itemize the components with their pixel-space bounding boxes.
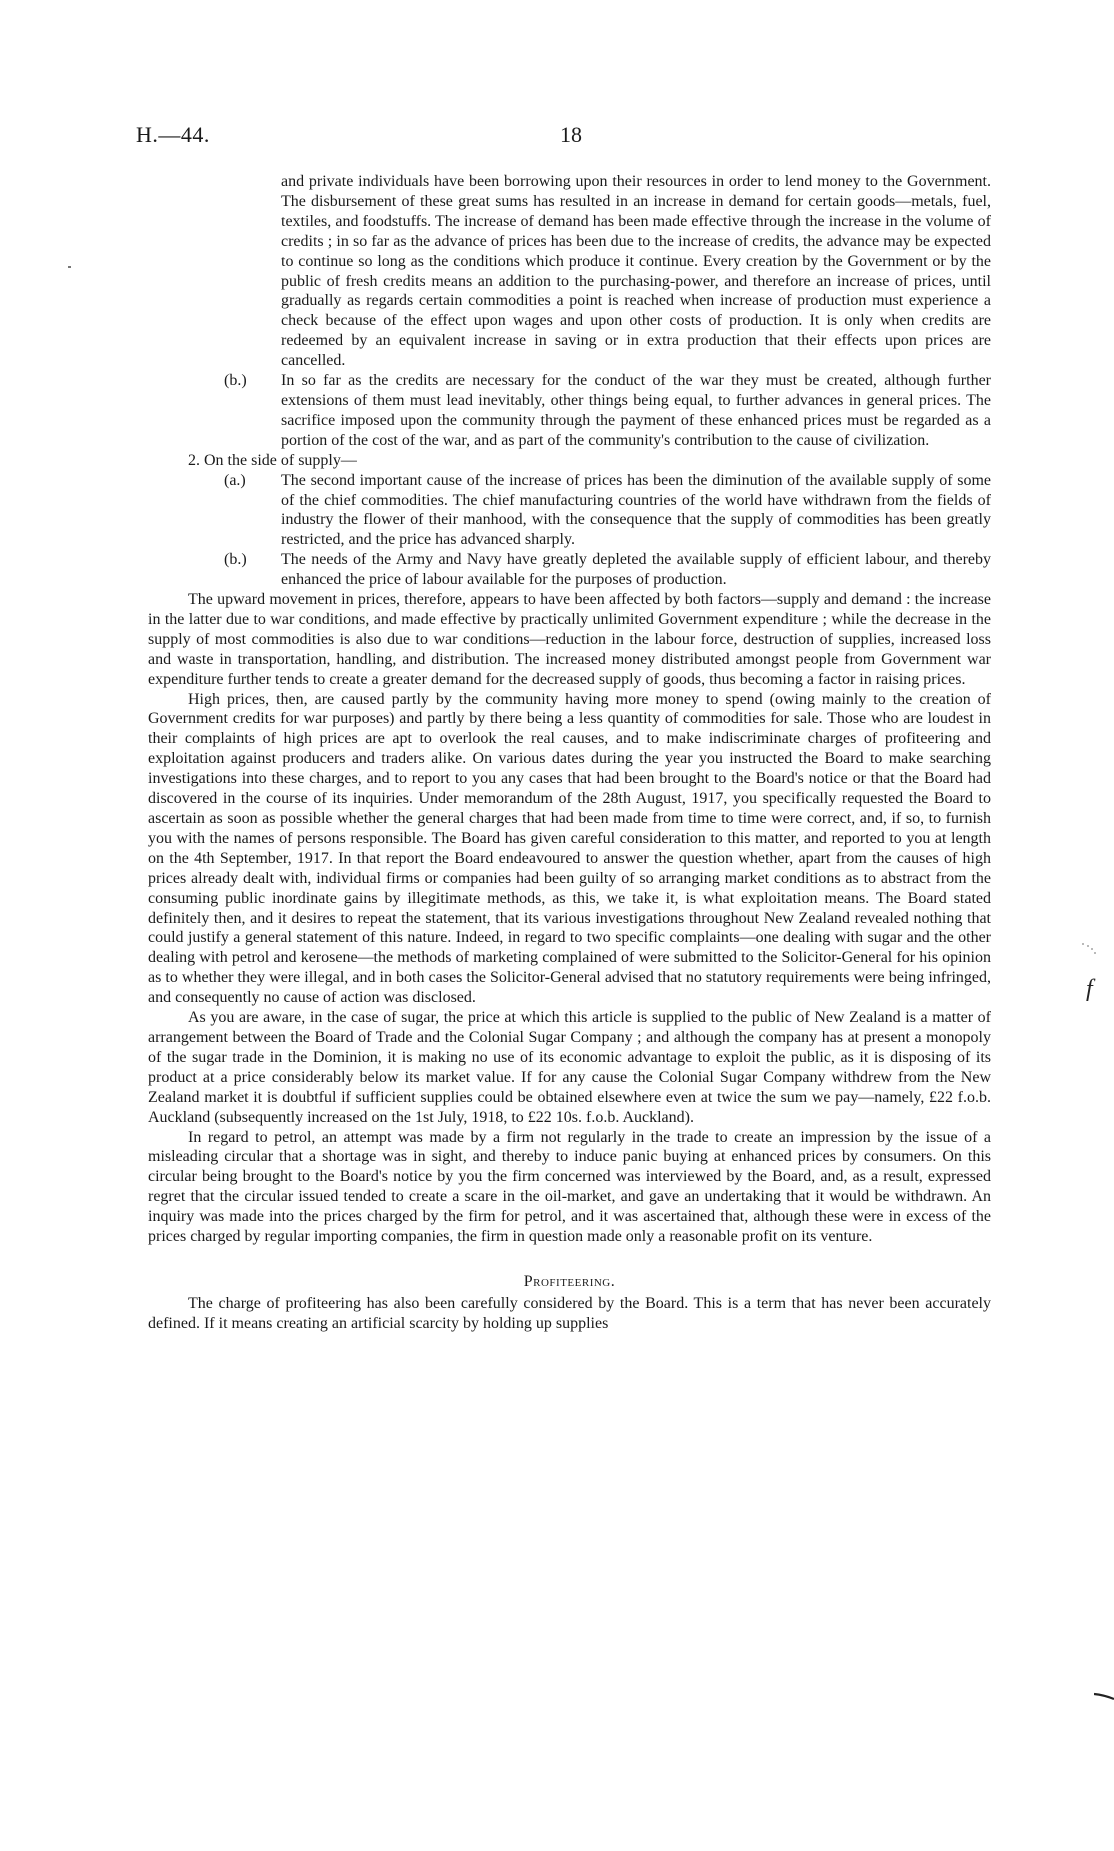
document-reference: H.—44. [136,122,210,147]
list-item-b-credits [148,371,991,451]
list-item-b-labour [148,550,991,590]
item-text: In so far as the credits are necessary for the conduct of the war they must be created, although further extensions of them must lead inevitably, other things being equal, to further advances in general prices. The sacrifice imposed upon the community through the payment of these enhanced prices must be regarded as a portion of the cost of the war, and as part of the community's contribution to the cause of civilization. [281,372,991,449]
margin-dots [1080,940,1100,960]
paragraph-upward-movement: The upward movement in prices, therefore, appears to have been affected by both factors—supply and demand : the increase in the latter due to war conditions, and made effective by practically unlimited Government expenditure ; while the decrease in the supply of most commodities is also due to war conditions—reduction in the labour force, destruction of supplies, increased loss and waste in transportation, handling, and distribution. The increased money distributed amongst people from Government war expenditure further tends to create a greater demand for the decreased supply of goods, thus becoming a factor in raising prices. [148,591,991,688]
continued-paragraph: and private individuals have been borrowing upon their resources in order to lend money to the Government. The disbursement of these great sums has resulted in an increase in demand for certain goods—metals, fuel, textiles, and foodstuffs. The increase of demand has been made effective through the increase in the volume of credits ; in so far as the advance of prices has been due to the increase of credits, the advance may be expected to continue so long as the conditions which produce it continue. Every creation by the Government or by the public of fresh credits means an addition to the purchasing-power, and therefore an increase of prices, until gradually as regards certain commodities a point is reached when increase of production must experience a check because of the effect upon wages and upon other costs of production. It is only when credits are redeemed by an equivalent increase in saving or in extra production that their effects upon prices are cancelled. [281,173,991,370]
numbered-heading-supply: 2. On the side of supply— [188,451,357,469]
margin-handwritten-mark: f [1086,976,1093,1002]
paragraph-petrol: In regard to petrol, an attempt was made by a firm not regularly in the trade to create an impression by the issue of a misleading circular that a shortage was in sight, and thereby to induce panic buying at enhanced prices by consumers. On this circular being brought to the Board's notice by you the firm concerned was interviewed by the Board, and, as a result, expressed regret that the circular issued tended to create a scare in the oil-market, and gave an undertaking that it would be withdrawn. An inquiry was made into the prices charged by the firm for petrol, and it was ascertained that, although these were in excess of the prices charged by regular importing companies, the firm in question made only a reasonable profit on its venture. [148,1128,991,1246]
page-header [136,122,996,154]
section-heading-profiteering: Profiteering. [523,1272,616,1290]
paragraph-sugar: As you are aware, in the case of sugar, the price at which this article is supplied to the public of New Zealand is a matter of arrangement between the Board of Trade and the Colonial Sugar Company ; and although the company has at present a monopoly of the sugar trade in the Dominion, it is making no use of its economic advantage to exploit the public, as it is disposing of its product at a price considerably below its market value. If for any cause the Colonial Sugar Company withdrew from the New Zealand market it is doubtful if sufficient supplies could be obtained elsewhere even at twice the sum we pay—namely, £22 f.o.b. Auckland (subsequently increased on the 1st July, 1918, to £22 10s. f.o.b. Auckland). [148,1009,991,1126]
list-item-a-supply [148,471,991,551]
item-text: The second important cause of the increase of prices has been the diminution of the available supply of some of the chief commodities. The chief manufacturing countries of the world have withdrawn from the fields of industry the flower of their manhood, with the consequence that the supply of commodities has been greatly restricted, and the price has advanced sharply. [281,471,991,549]
margin-pencil-stroke [1094,1688,1114,1702]
document-body [148,172,991,1334]
paragraph-high-prices: High prices, then, are caused partly by the community having more money to spend (owing mainly to the creation of Government credits for war purposes) and partly by there being a less quantity of commodities for sale. Those who are loudest in their complaints of high prices are apt to overlook the real causes, and to make indiscriminate charges of profiteering and exploitation against producers and traders alike. On various dates during the year you instructed the Board to make searching investigations into these charges, and to report to you any cases that had been brought to the Board's notice or that the Board had discovered in the course of its inquiries. Under memorandum of the 28th August, 1917, you specifically requested the Board to ascertain as soon as possible whether the general charges that had been made from time to time were correct, and, if so, to furnish you with the names of persons responsible. The Board has given careful consideration to this matter, and reported to you at length on the 4th September, 1917. In that report the Board endeavoured to answer the question whether, apart from the causes of high prices already dealt with, individual firms or companies had been guilty of so arranging market conditions as to abstract from the consuming public inordinate gains by illegitimate methods, as this, we take it, is what exploitation means. The Board stated definitely then, and it desires to repeat the statement, that its various investigations throughout New Zealand revealed nothing that could justify a general statement of this nature. Indeed, in regard to two specific complaints—one dealing with sugar and the other dealing with petrol and kerosene—the methods of marketing complained of were submitted to the Solicitor-General for his opinion as to whether they were illegal, and in both cases the Solicitor-General advised that no statutory requirements were being infringed, and consequently no cause of action was disclosed. [148,690,991,1007]
page-number: 18 [560,122,582,147]
margin-speck [68,266,71,268]
item-text: The needs of the Army and Navy have greatly depleted the available supply of efficient labour, and thereby enhanced the price of labour available for the purposes of production. [281,551,991,589]
item-label: (b.) [224,551,247,569]
paragraph-profiteering: The charge of profiteering has also been carefully considered by the Board. This is a term that has never been accurately defined. If it means creating an artificial scarcity by holding up supplies [148,1294,991,1332]
item-label: (a.) [224,471,246,489]
item-label: (b.) [224,372,247,390]
